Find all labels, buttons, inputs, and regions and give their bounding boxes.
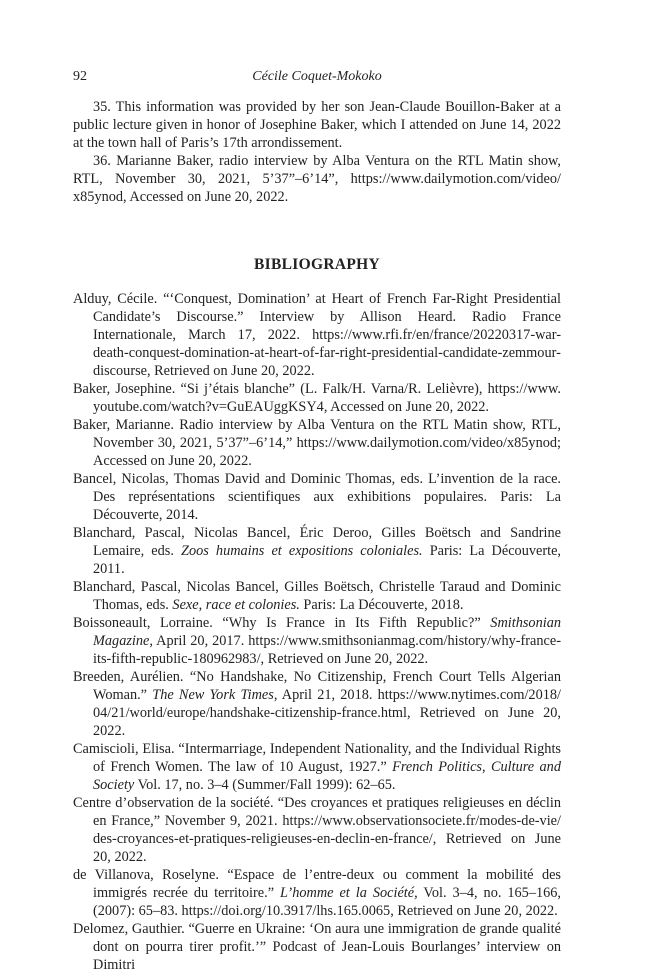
entry-title: French Politics, Culture and Society [93,759,561,793]
bibliography-entry-camiscioli [73,740,561,794]
entry-title: The New York Times [152,687,274,703]
entry-text-after: , April 20, 2017. https:/​/​www.​smithsonianmag.​com/​history/​why-​france-​its-​fifth-​republic-​180962983/​, Retrieved on June 20, 2022. [93,633,561,667]
bibliography-heading: BIBLIOGRAPHY [254,256,380,273]
entry-text-after: Vol. 17, no. 3–4 (Summer/Fall 1999): 62–65. [134,777,396,793]
entry-text-after: Paris: La Découverte, 2011. [93,543,561,577]
entry-text: Alduy, Cécile. “‘Conquest, Domination’ at Heart of French Far-Right Presidential Candidate’s Discourse.” Interview by Allison Heard. Radio France Internationale, March 17, 2022. https:/​/​www.​rfi.​fr/​en/​france/​20220317-​war-​death-​conquest-​domination-​at-​heart-​of-​far-​right-​presidential-​candidate-​zemmour-​discourse, Retrieved on June 20, 2022. [73,291,561,379]
entry-text: Blanchard, Pascal, Nicolas Bancel, Gilles Boëtsch, Christelle Taraud and Dominic Thomas, eds. [73,579,561,613]
running-head [73,68,561,90]
entry-text: Blanchard, Pascal, Nicolas Bancel, Éric Deroo, Gilles Boëtsch and Sandrine Lemaire, eds. [73,525,561,559]
bibliography-entry-baker-josephine [73,380,561,416]
entry-text-after: , April 21, 2018. https:/​/​www.​nytimes.​com/​2018/​04/​21/​world/​europe/​handshake-​citizenship-​france.​html, Retrieved on June 20, 2022. [93,687,561,739]
entry-title: Zoos humains et expositions coloniales. [181,543,423,559]
page-number: 92 [73,69,87,84]
footnote-36: 36. Marianne Baker, radio interview by Alba Ventura on the RTL Matin show, RTL, November 30, 2021, 5’37”–6’14”, https:/​/​www.​dailymotion.​com/​video/​x85ynod, Accessed on June 20, 2022. [73,153,561,205]
entry-title: Sexe, race et colonies. [172,597,300,613]
bibliography-entry-centre-observation [73,794,561,866]
entry-text: de Villanova, Roselyne. “Espace de l’entre-deux ou comment la mobilité des immigrés recrée du territoire.” [73,867,561,901]
bibliography-entry-breeden [73,668,561,740]
page [73,68,561,974]
bibliography-list [73,290,561,974]
bibliography-entry-de-villanova [73,866,561,920]
bibliography-entry-baker-marianne [73,416,561,470]
bibliography-entry-boissoneault [73,614,561,668]
bibliography-entry-bancel [73,470,561,524]
entry-text: Centre d’observation de la société. “Des croyances et pratiques religieuses en déclin en France,” November 9, 2021. https:/​/​www.​observationsociete.​fr/​modes-​de-​vie/​des-​croyances-​et-​pratiques-​religieuses-​en-​declin-​en-​france/​, Retrieved on June 20, 2022. [73,795,561,865]
bibliography-entry-blanchard-2011 [73,524,561,578]
entry-text: Bancel, Nicolas, Thomas David and Dominic Thomas, eds. L’invention de la race. Des représentations scientifiques aux exhibitions populaires. Paris: La Découverte, 2014. [73,471,561,523]
bibliography-entry-delomez [73,920,561,974]
entry-title: Smithsonian Magazine [93,615,561,649]
entry-text: Baker, Josephine. “Si j’étais blanche” (L. Falk/H. Varna/R. Lelièvre), https:/​/​www.​youtube.​com/​watch?​v=​GuEAUggKSY4, Accessed on June 20, 2022. [73,381,561,415]
bibliography-entry-blanchard-2018 [73,578,561,614]
entry-text: Camiscioli, Elisa. “Intermarriage, Independent Nationality, and the Individual Rights of French Women. The law of 10 August, 1927.” [73,741,561,775]
entry-title: L’homme et la Société [280,885,415,901]
footnote-35: 35. This information was provided by her son Jean-Claude Bouillon-Baker at a public lecture given in honor of Josephine Baker, which I attended on June 14, 2022 at the town hall of Paris’s 17th arrondissement. [73,99,561,151]
entry-text-after: , Vol. 3–4, no. 165–166, (2007): 65–83. https:/​/​doi.​org/​10.​3917/​lhs.​165.​0065, Retrieved on June 20, 2022. [93,885,561,919]
entry-text: Baker, Marianne. Radio interview by Alba Ventura on the RTL Matin show, RTL, November 30, 2021, 5’37”–6’14,” https:/​/​www.​dailymotion.​com/​video/​x85ynod; Accessed on June 20, 2022. [73,417,561,469]
entry-text: Boissoneault, Lorraine. “Why Is France in Its Fifth Republic?” [73,615,491,631]
running-title: Cécile Coquet-Mokoko [252,69,382,84]
entry-text: Breeden, Aurélien. “No Handshake, No Citizenship, French Court Tells Algerian Woman.” [73,669,561,703]
entry-text: Delomez, Gauthier. “Guerre en Ukraine: ‘On aura une immigration de grande qualité dont on pourra tirer profit.’” Podcast of Jean-Louis Bourlanges’ interview on Dimitri [73,921,561,973]
bibliography-entry-alduy [73,290,561,380]
entry-text-after: Paris: La Découverte, 2018. [299,597,464,613]
